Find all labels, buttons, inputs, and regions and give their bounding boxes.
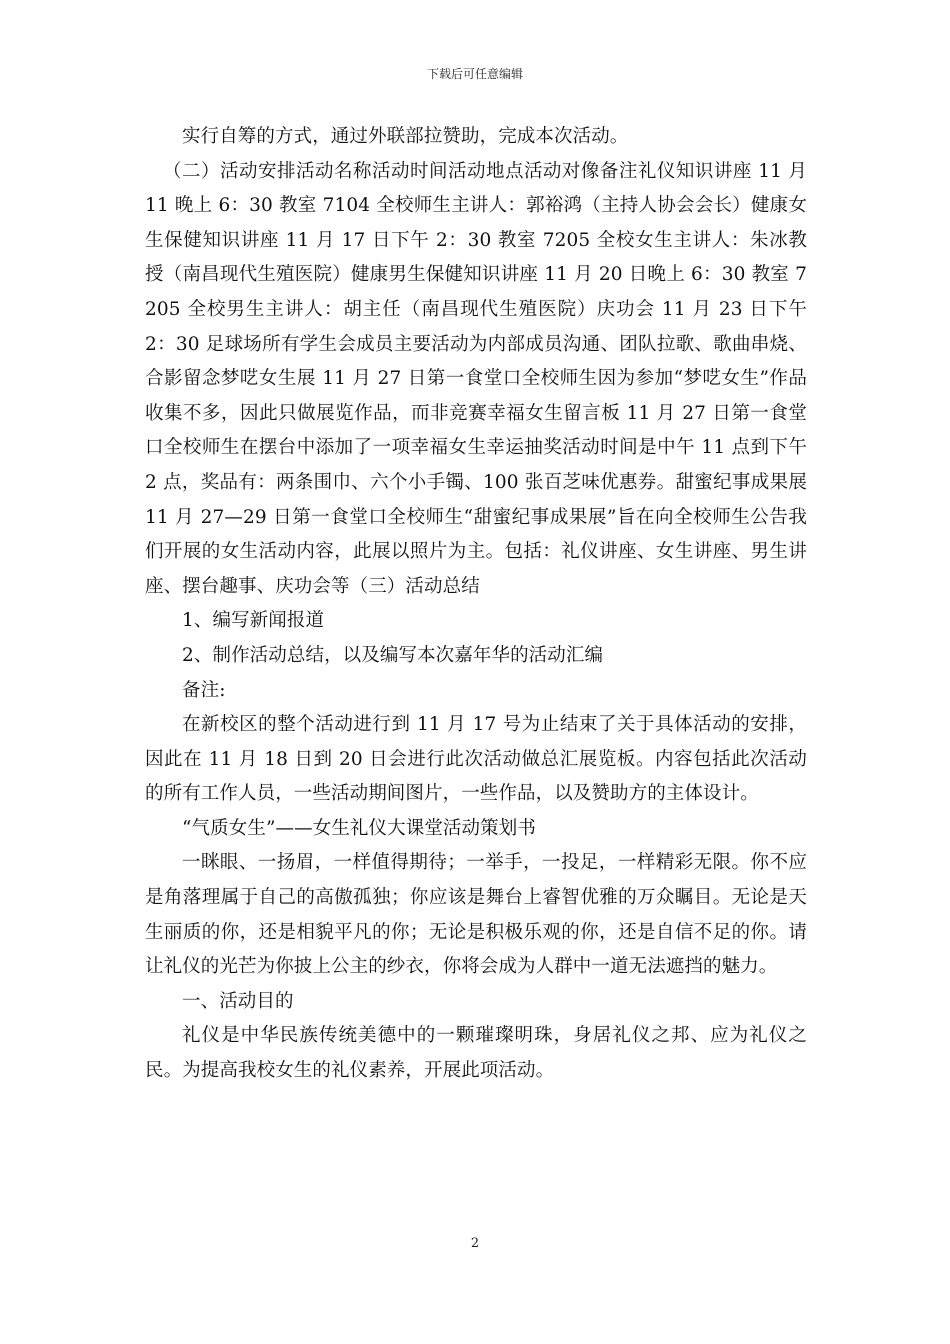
- remark-label: 备注:: [182, 679, 226, 701]
- page-header: 下载后可任意编辑: [426, 67, 523, 81]
- paragraph-activity-schedule: （二）活动安排活动名称活动时间活动地点活动对像备注礼仪知识讲座 11 月 11 晚上 6：30 教室 7104 全校师生主讲人：郭裕鸿（主持人协会会长）健康女生保健知识讲座 11 月 17 日下午 2：30 教室 7205 全校女生主讲人：朱冰教授（南昌现代生殖医院）健康男生保健知识讲座 11 月 20 日晚上 6：30 教室 7205 全校男生主讲人：胡主任（南昌现代生殖医院）庆功会 11 月 23 日下午 2：30 足球场所有学生会成员主要活动为内部成员沟通、团队拉歌、歌曲串烧、合影留念梦呓女生展 11 月 27 日第一食堂口全校师生因为参加“梦呓女生”作品收集不多，因此只做展览作品，而非竞赛幸福女生留言板 11 月 27 日第一食堂口全校师生在摆台中添加了一项幸福女生幸运抽奖活动时间是中午 11 点到下午 2 点，奖品有：两条围巾、六个小手镯、100 张百芝味优惠券。甜蜜纪事成果展 11 月 27—29 日第一食堂口全校师生“甜蜜纪事成果展”旨在向全校师生公告我们开展的女生活动内容，此展以照片为主。包括：礼仪讲座、女生讲座、男生讲座、摆台趣事、庆功会等（三）活动总结: [145, 160, 807, 597]
- paragraph-funding: 实行自筹的方式，通过外联部拉赞助，完成本次活动。: [182, 126, 629, 147]
- document-body: [145, 120, 807, 1089]
- heading-activity-purpose: 一、活动目的: [182, 990, 294, 1012]
- paragraph-intro: 一眯眼、一扬眉，一样值得期待；一举手，一投足，一样精彩无限。你不应是角落理属于自己的高傲孤独；你应该是舞台上睿智优雅的万众瞩目。无论是天生丽质的你，还是相貌平凡的你；无论是积极乐观的你，还是自信不足的你。请让礼仪的光芒为你披上公主的纱衣，你将会成为人群中一道无法遮挡的魅力。: [145, 852, 807, 978]
- section-title-plan: “气质女生”——女生礼仪大课堂活动策划书: [182, 817, 536, 839]
- list-item-summary: 2、制作活动总结，以及编写本次嘉年华的活动汇编: [182, 644, 604, 666]
- paragraph-purpose: 礼仪是中华民族传统美德中的一颗璀璨明珠，身居礼仪之邦、应为礼仪之民。为提高我校女生的礼仪素养，开展此项活动。: [145, 1025, 807, 1082]
- paragraph-remark-body: 在新校区的整个活动进行到 11 月 17 号为止结束了关于具体活动的安排，因此在 11 月 18 日到 20 日会进行此次活动做总汇展览板。内容包括此次活动的所有工作人员，一些活动期间图片，一些作品，以及赞助方的主体设计。: [145, 714, 807, 805]
- list-item-news-report: 1、编写新闻报道: [182, 610, 325, 632]
- page-number: 2: [470, 1236, 480, 1251]
